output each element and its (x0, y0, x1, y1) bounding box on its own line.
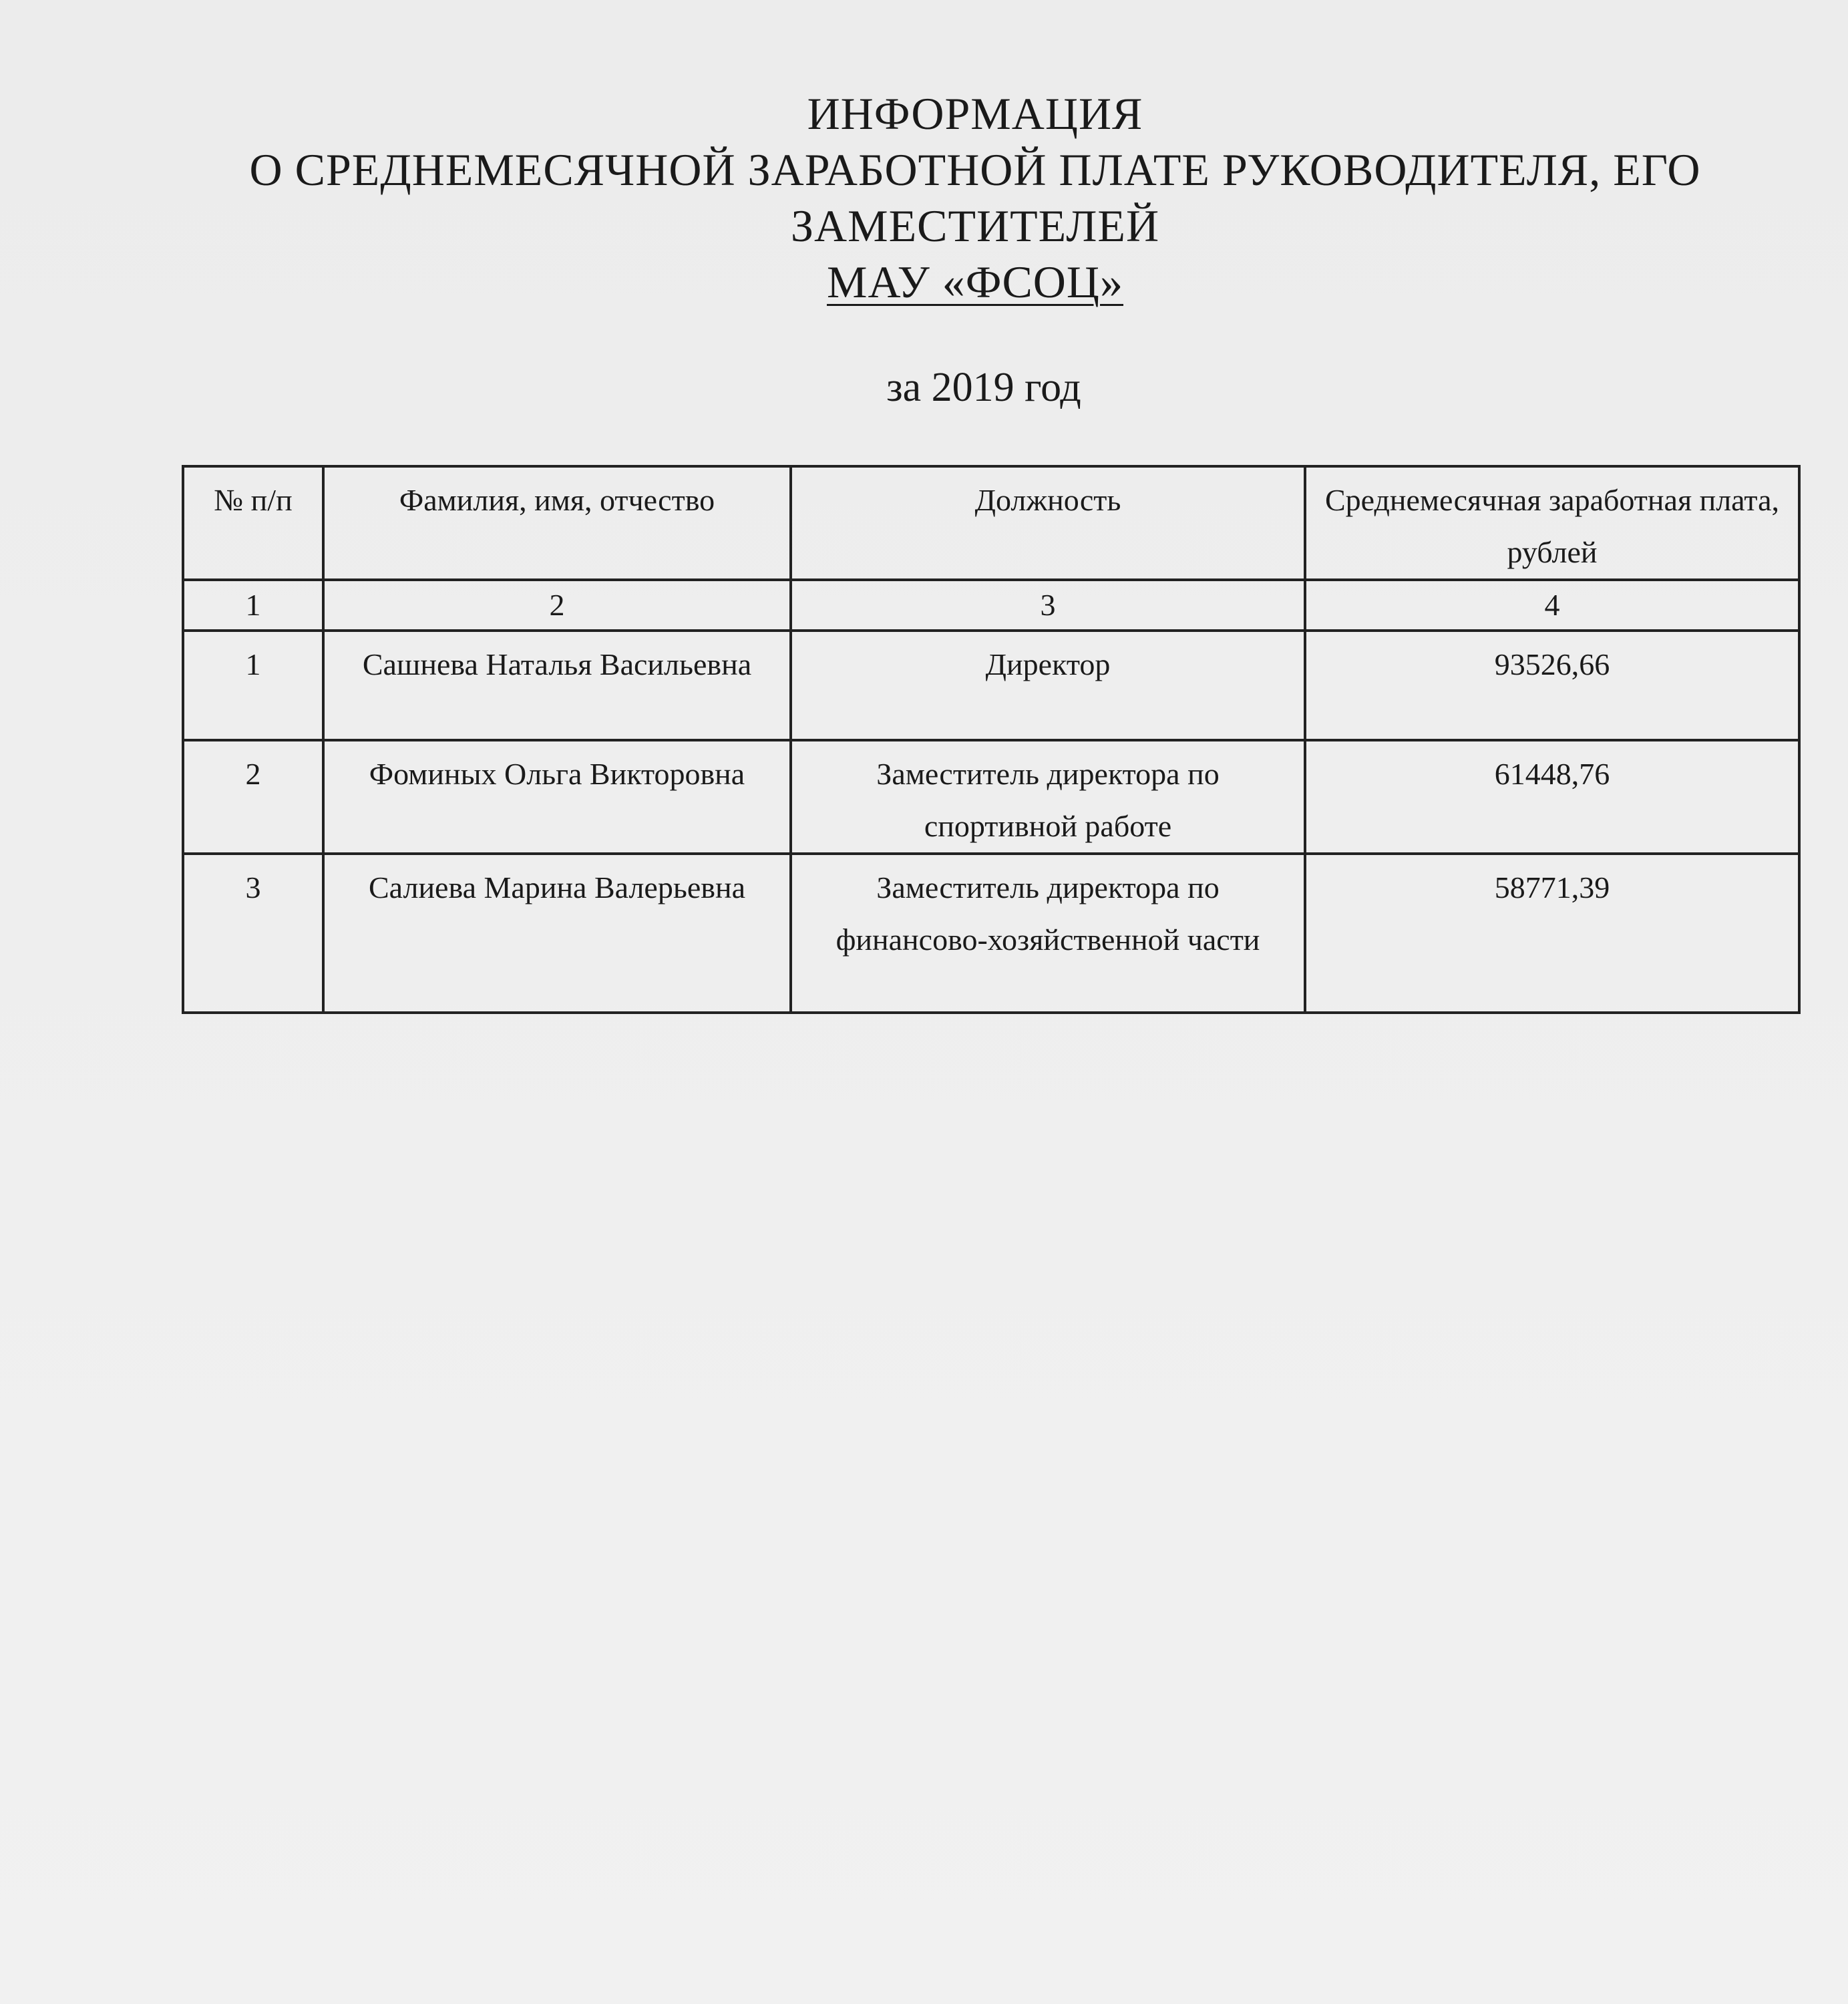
row-number: 2 (183, 740, 323, 854)
employee-salary: 93526,66 (1305, 631, 1799, 740)
header-full-name: Фамилия, имя, отчество (323, 466, 791, 580)
document-heading (200, 86, 1750, 310)
employee-position: Заместитель директора по спортивной работе (791, 740, 1305, 854)
employee-salary: 61448,76 (1305, 740, 1799, 854)
table-row (183, 740, 1799, 854)
employee-salary: 58771,39 (1305, 854, 1799, 1013)
header-average-salary: Среднемесячная заработная плата, рублей (1305, 466, 1799, 580)
column-number-row (183, 580, 1799, 631)
column-number: 2 (323, 580, 791, 631)
column-number: 4 (1305, 580, 1799, 631)
row-number: 3 (183, 854, 323, 1013)
header-number: № п/п (183, 466, 323, 580)
organization-name: МАУ «ФСОЦ» (826, 257, 1124, 307)
title-line-3: ЗАМЕСТИТЕЛЕЙ (790, 200, 1160, 251)
table-header-row (183, 466, 1799, 580)
title-line-2: О СРЕДНЕМЕСЯЧНОЙ ЗАРАБОТНОЙ ПЛАТЕ РУКОВОДИТЕЛЯ, ЕГО (249, 144, 1701, 195)
title-line-1: ИНФОРМАЦИЯ (807, 88, 1143, 139)
table-row (183, 631, 1799, 740)
employee-position: Заместитель директора по финансово-хозяйственной части (791, 854, 1305, 1013)
employee-name: Фоминых Ольга Викторовна (323, 740, 791, 854)
report-period: за 2019 год (886, 365, 1081, 410)
column-number: 1 (183, 580, 323, 631)
row-number: 1 (183, 631, 323, 740)
employee-position: Директор (791, 631, 1305, 740)
employee-name: Сашнева Наталья Васильевна (323, 631, 791, 740)
header-position: Должность (791, 466, 1305, 580)
table-row (183, 854, 1799, 1013)
employee-name: Салиева Марина Валерьевна (323, 854, 791, 1013)
column-number: 3 (791, 580, 1305, 631)
salary-table (182, 465, 1801, 1014)
